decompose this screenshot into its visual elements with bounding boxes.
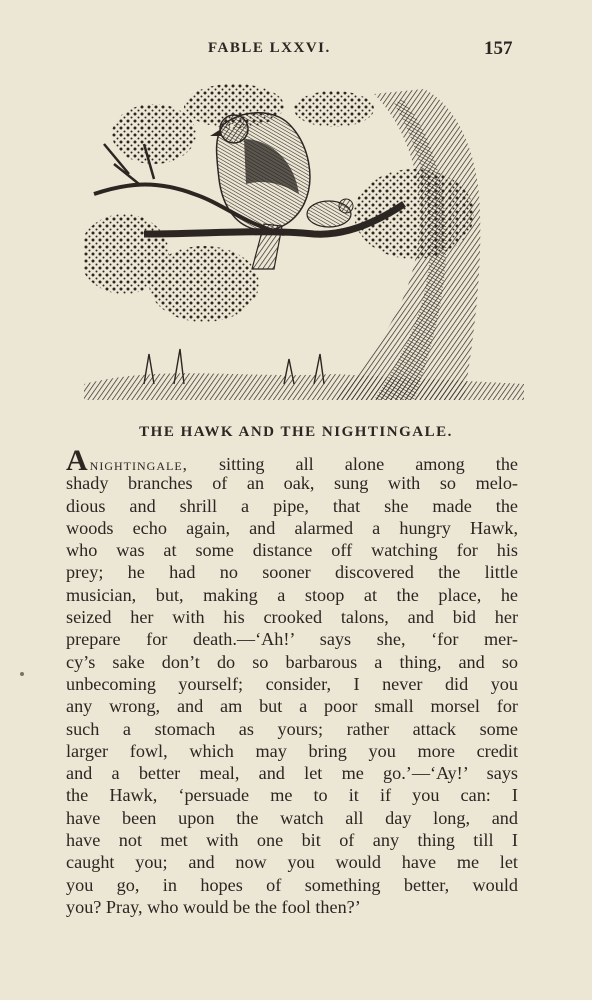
text-line-last: you? Pray, who would be the fool then?’ [66, 896, 361, 917]
text-line: prepare for death.—‘Ah!’ says she, ‘for mer- [66, 629, 518, 650]
text-line: unbecoming yourself; consider, I never did you [66, 673, 518, 694]
text-line: shady branches of an oak, sung with so melo- [66, 473, 518, 494]
text-line: who was at some distance off watching for his [66, 540, 518, 561]
text-line: you go, in hopes of something better, would [66, 874, 518, 895]
page-number: 157 [484, 38, 513, 59]
text-line: cy’s sake don’t do so barbarous a thing, and so [66, 651, 518, 672]
text-line: have not met with one bit of any thing till I [66, 830, 518, 851]
text-line: musician, but, making a stoop at the place, he [66, 584, 518, 605]
text-line-first [66, 444, 518, 477]
running-head [0, 38, 592, 62]
opening-word: nightingale, [89, 455, 188, 474]
text-line: and a better meal, and let me go.’—‘Ay!’ says [66, 763, 518, 784]
text-line: dious and shrill a pipe, that she made the [66, 495, 518, 516]
margin-mark [20, 672, 24, 676]
fable-text [66, 444, 518, 918]
fable-number: FABLE LXXVI. [208, 40, 331, 56]
text-line: seized her with his crooked talons, and bid her [66, 607, 518, 628]
fable-title: THE HAWK AND THE NIGHTINGALE. [139, 424, 453, 440]
text-line: prey; he had no sooner discovered the little [66, 562, 518, 583]
first-line-rest: sitting all alone among the [187, 454, 518, 474]
text-line: caught you; and now you would have me let [66, 852, 518, 873]
text-line: any wrong, and am but a poor small morsel for [66, 696, 518, 717]
woodcut-illustration [84, 84, 524, 400]
text-line: larger fowl, which may bring you more credit [66, 740, 518, 761]
text-line: such a stomach as yours; rather attack some [66, 718, 518, 739]
hawk-on-branch-woodcut-icon [84, 84, 524, 400]
text-line: have been upon the watch all day long, and [66, 807, 518, 828]
text-line: woods echo again, and alarmed a hungry Hawk, [66, 517, 518, 538]
text-line: the Hawk, ‘persuade me to it if you can: I [66, 785, 518, 806]
drop-cap: A [66, 444, 88, 477]
